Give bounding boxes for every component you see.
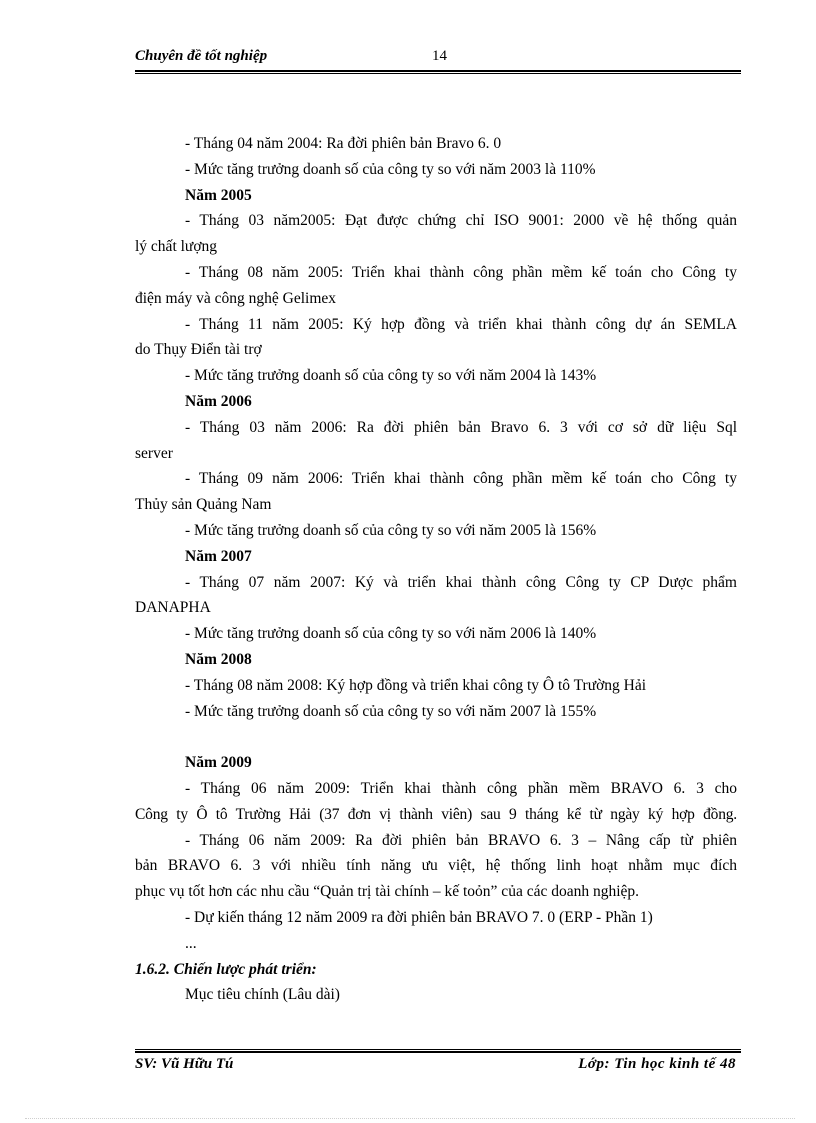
footer-rule [135,1049,741,1053]
section-heading: 1.6.2. Chiến lược phát triển: [135,960,317,978]
document-body [135,131,737,1008]
paragraph-line: - Tháng 08 năm 2008: Ký hợp đồng và triển khai công ty Ô tô Trường Hải [185,676,647,694]
paragraph-line: - Mức tăng trưởng doanh số của công ty so với năm 2006 là 140% [185,625,597,643]
header-rule [135,70,741,74]
footer-student: SV: Vũ Hữu Tú [135,1056,234,1072]
year-heading: Năm 2005 [185,186,252,204]
paragraph-line: - Tháng 11 năm 2005: Ký hợp đồng và triển khai thành công dự án SEMLA [185,315,737,333]
year-heading: Năm 2009 [185,754,252,772]
paragraph-line: - Tháng 08 năm 2005: Triển khai thành công phần mềm kế toán cho Công ty [185,263,737,281]
paragraph-line: phục vụ tốt hơn các nhu cầu “Quản trị tài chính – kế toỏn” của các doanh nghiệp. [135,883,640,901]
paragraph-line: Thủy sản Quảng Nam [135,496,272,514]
header-title: Chuyên đề tốt nghiệp [135,48,268,64]
blank-line [135,724,737,750]
paragraph-line: Mục tiêu chính (Lâu dài) [185,986,340,1004]
paragraph-line: - Tháng 06 năm 2009: Triển khai thành công phần mềm BRAVO 6. 3 cho [185,779,737,797]
paragraph-line: lý chất lượng [135,238,218,256]
paragraph-line: server [135,444,173,462]
paragraph-line: điện máy và công nghệ Gelimex [135,289,337,307]
paragraph-line: - Mức tăng trưởng doanh số của công ty so với năm 2004 là 143% [185,367,597,385]
paragraph-line: - Mức tăng trưởng doanh số của công ty so với năm 2003 là 110% [185,160,596,178]
year-heading: Năm 2006 [185,392,252,410]
page-number: 14 [432,48,447,64]
paragraph-line: bản BRAVO 6. 3 với nhiều tính năng ưu việt, hệ thống linh hoạt nhằm mục đích [135,857,737,875]
paragraph-line: - Dự kiến tháng 12 năm 2009 ra đời phiên bản BRAVO 7. 0 (ERP - Phần 1) [185,908,653,926]
paragraph-line: - Tháng 03 năm2005: Đạt được chứng chỉ ISO 9001: 2000 về hệ thống quản [185,212,737,230]
paragraph-line: Công ty Ô tô Trường Hải (37 đơn vị thành viên) sau 9 tháng kể từ ngày ký hợp đồng. [135,805,737,823]
year-heading: Năm 2008 [185,650,252,668]
paragraph-line: - Tháng 04 năm 2004: Ra đời phiên bản Bravo 6. 0 [185,135,502,152]
footer-class: Lớp: Tin học kinh tế 48 [578,1056,736,1072]
paragraph-line: - Mức tăng trưởng doanh số của công ty so với năm 2007 là 155% [185,702,597,720]
paragraph-line: ... [185,934,197,952]
paragraph-line: - Tháng 03 năm 2006: Ra đời phiên bản Bravo 6. 3 với cơ sở dữ liệu Sql [185,418,737,436]
paragraph-line: - Mức tăng trưởng doanh số của công ty so với năm 2005 là 156% [185,521,597,539]
paragraph-line: - Tháng 09 năm 2006: Triển khai thành công phần mềm kế toán cho Công ty [185,470,737,488]
paragraph-line: do Thụy Điển tài trợ [135,341,262,359]
year-heading: Năm 2007 [185,547,252,565]
paragraph-line: - Tháng 06 năm 2009: Ra đời phiên bản BRAVO 6. 3 – Nâng cấp từ phiên [185,831,737,849]
page-edge-divider [25,1118,795,1119]
paragraph-line: - Tháng 07 năm 2007: Ký và triển khai thành công Công ty CP Dược phẩm [185,573,737,591]
paragraph-line: DANAPHA [135,599,211,617]
